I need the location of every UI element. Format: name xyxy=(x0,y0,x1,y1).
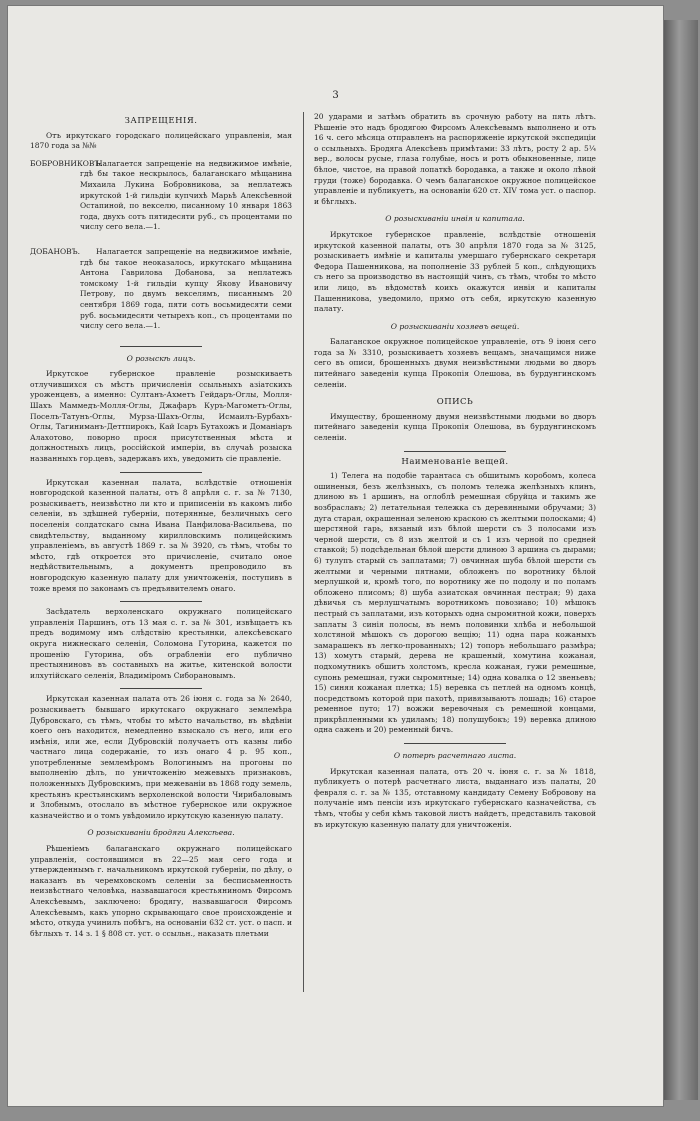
document-page xyxy=(8,6,663,1106)
entry-text: Налагается запрещеніе на недвижимое имѣніе, гдѣ бы такое нескрылось, балаганскаго мѣщанина Михаила Лукина Бобровникова, за неплатежъ иркутской 1-й гильдіи купчихѣ Марьѣ Алексѣевной Остапиной, по векселю, писанному 10 января 1863 года, двухъ сотъ пятидесяти руб., съ процентами по числу сего вела.—1. xyxy=(80,158,292,232)
divider xyxy=(404,743,506,744)
section-heading-estate: О розыскиваніи инвія и капитала. xyxy=(385,214,525,224)
entry-name: ДОБАНОВЪ. xyxy=(30,246,80,256)
prohibition-entry xyxy=(30,159,292,240)
divider xyxy=(120,601,202,602)
prohibitions-intro: Отъ иркутскаго городскаго полицейскаго управленія, мая 1870 года за №№ xyxy=(30,130,292,151)
left-column xyxy=(30,114,292,946)
paragraph: Имуществу, брошенному двумя неизвѣстными людьми во дворъ питейнаго заведенія купца Прокопія Олешова, въ бурдунгинскомъ селеніи. xyxy=(314,411,596,443)
paragraph: Иркутское губернское правленіе розыскиваетъ отлучившихся съ мѣстъ причисленія ссыльныхъ азіатскихъ уроженцевъ, а именно: Султанъ-Ахметъ Гейдаръ-Оглы, Молля-Шахъ Маммедъ-Молля-Оглы, Джафаръ Куръ-Магометъ-Оглы, Поселъ-Татунъ-Оглы, Мурза-Шахъ-Оглы, Исмаилъ-Бурбахъ-Оглы, Тагиниманъ-Деттпирокъ, Кай Ісаръ Бутахожъ и Доманіаръ Алахотово, поворно прося присутственныя мѣста и должностныхъ лицъ, россійской имперіи, въ случаѣ розыска названныхъ гор.цевъ, задержавъ ихъ, уведомить сіе правленіе. xyxy=(30,369,292,464)
paragraph: Иркутская казенная палата отъ 26 іюня с. года за № 2640, розыскиваетъ бывшаго иркутскаго окружнаго землемѣра Дубровскаго, съ тѣмъ, чтобы то мѣсто начальство, въ вѣдѣніи коего онъ находится, немедленно взыскало съ него, или его имѣнія, или же, если Дубровскій получаетъ отъ казны либо частнаго лица содержаніе, то изъ онаго 4 р. 95 коп., употребленные землемѣромъ Вологинымъ на прогоны по выполненію дѣлъ, по уничтоженію межевыхъ признаковъ, положенныхъ Дубровскимъ, при межеваніи въ 1868 году земель, крестьянъ крестьянскимъ верхоленской волости Чирибаловымъ и Злобнымъ, отослало въ мѣстное губернское или окружное казначейство и о томъ увѣдомило иркутскую казенную палату. xyxy=(30,694,292,820)
page-number: 3 xyxy=(332,90,339,101)
entry-name: БОБРОВНИКОВЪ. xyxy=(30,158,103,168)
section-heading-vagrant: О розыскиваніи бродяги Алексѣева. xyxy=(87,828,235,838)
divider xyxy=(120,688,202,689)
section-heading-items: Наименованіе вещей. xyxy=(401,456,509,467)
divider xyxy=(120,472,202,473)
entry-text: Налагается запрещеніе на недвижимое имѣніе, гдѣ бы такое неоказалось, иркутскаго мѣщанина Антона Гаврилова Добанова, за неплатежъ томскому 1-й гильдіи купцу Якову Ивановичу Петрову, по двумъ векселямъ, писаннымъ 20 сентября 1869 года, пяти сотъ восьмидесяти семи руб. восьмидесяти четырехъ коп., съ процентами по числу сего вела.—1. xyxy=(80,246,292,331)
divider xyxy=(404,451,506,452)
section-heading-lost-sheet: О потерѣ расчетнаго листа. xyxy=(393,751,517,761)
paragraph: Балаганское окружное полицейское управленіе, отъ 9 іюня сего года за № 3310, розыскиваетъ хозяевъ вещамъ, значащимся ниже сего въ описи, брошенныхъ двумя неизвѣстными людьми во дворъ питейнаго заведенія купца Прокопія Олешова, въ бурдунгинскомъ селеніи. xyxy=(314,337,596,389)
paragraph: Рѣшеніемъ балаганскаго окружнаго полицейскаго управленія, состоявшимся въ 22—25 мая сего года и утвержденнымъ г. начальникомъ иркутской губерніи, по дѣлу, о наказанъ въ черемховскомъ селеніи за бесписьменность неизвѣстнаго человѣка, назвавшагося крестьяниномъ Фирсомъ Алексѣевымъ, заключено: бродягу, назвавшагося Фирсомъ Алексѣевымъ, какъ упорно скрывающаго свое происхожденіе и мѣсто, откуда учинилъ побѣгъ, на основаніи 632 ст. уст. о пасп. и бѣглыхъ т. 14 з. 1 § 808 ст. уст. о ссыльн., наказать плетьми xyxy=(30,844,292,938)
right-column xyxy=(314,112,596,837)
paragraph: Иркутская казенная палата, вслѣдствіе отношенія новгородской казенной палаты, отъ 8 апрѣля с. г. за № 7130, розыскиваетъ, неизвѣстно ли кто и приписеніи въ какомъ либо селеніи, въ здѣшней губерніи, потерянные, безличныхъ сего поселенія солдатскаго сына Ивана Панфилова-Васильева, по свидѣтельству, выданному кирилловскимъ полицейскимъ управленіемъ, въ августѣ 1869 г. за № 3920, съ тѣмъ, чтобы то мѣсто, гдѣ откроется это причисленіе, считало оное недѣйствительнымъ, а документъ препроводило въ новгородскую казенную палату для уничтоженія, поступивъ в тоже время по законамъ съ предъявителемъ онаго. xyxy=(30,477,292,593)
divider xyxy=(120,346,202,347)
paragraph: Иркутское губернское правленіе, вслѣдствіе отношенія иркутской казенной палаты, отъ 30 апрѣля 1870 года за № 3125, розыскиваетъ имѣніе и капиталы умершаго губернскаго секретаря Федора Пашенникова, на пополненіе 33 рублей 5 коп., слѣдующихъ съ него за производство въ настоящій чинъ, съ тѣмъ, чтобы то мѣсто или лицо, въ вѣдомствѣ коихъ окажутся инвія и капиталы Пашенникова, уведомило, прямо отъ себя, иркутскую казенную палату. xyxy=(314,229,596,314)
section-heading-prohibitions: ЗАПРЕЩЕНІЯ. xyxy=(124,116,198,126)
section-heading-owners: О розыскиваніи хозяевъ вещей. xyxy=(390,321,520,331)
column-divider xyxy=(303,112,304,992)
items-list: 1) Телега на подобіе тарантаса съ обшитымъ коробомъ, колеса ошиненыя, безъ желѣзныхъ, съ поломъ тележа желѣзныхъ клинъ, длиною въ 1 аршинъ, на оглоблѣ ремешная сбруйца и такимъ же возбраславъ; 2) летательная тележка съ деревянными обручами; 3) дуга старая, окрашенная зеленою краскою съ желтыми полосками; 4) шерстяной гарь, вязаный изъ бѣлой шерсти съ 3 полосами изъ черной шерсти, съ 8 изъ желтой и съ 1 изъ черной по средней ставкой; 5) подсѣдельная бѣлой шерсти длиною 3 аршина съ дырами; 6) тулупъ старый съ заплатами; 7) овчинная шуба бѣлой шерсти съ желтыми и черными пятнами, обложенъ по воротнику бѣлой мерлушкой и, кромѣ того, по воротнику же по подолу и по поламъ обложено плисомъ; 8) шуба азиатская овчинная пестрая; 9) даха дѣвичья съ мерлушчатымъ воротникомъ повозиаво; 10) мѣшокъ пестрый съ заплатами, изъ которыхъ одна сыромятной кожи, поверхъ заплаты 3 синія полосы, въ немъ половинки хлѣба и небольшой холстяной мѣшокъ съ дорогою вещію; 11) одна пара кожаныхъ замарашекъ въ легко-прованныхъ; 12) топоръ небольшаго размѣра; 13) хомутъ старый, дерева не крашеный, хомутина кожаная, подхомутникъ обшитъ холстомъ, кресла кожаная, гужи ремешные, супонь ремешная, гужи сыромятные; 14) одна ковалка о 12 звеньевъ; 15) синяя кожаная плетка; 15) веревка съ петлей на одномъ концѣ, посредствомъ которой при пахотѣ, привязываютъ лошадь; 16) старое ременное путо; 17) вожжи веревочныя съ ремешной концами, прикрѣпленными къ удиламъ; 18) полушубокъ; 19) веревка длиною одна сажень и 20) ременный бичъ. xyxy=(314,471,596,735)
paragraph: Иркутская казенная палата, отъ 20 ч. іюня с. г. за № 1818, публикуетъ о потерѣ расчетнаго листа, выданнаго изъ палаты, 20 февраля с. г. за № 135, отставному кандидату Семену Бобровову на получаніе имъ пенсіи изъ иркутскаго губернскаго казначейства, съ тѣмъ, чтобы у себя кѣмъ таковой листъ найдетъ, представилъ таковой въ иркутскую казенную палату для уничтоженія. xyxy=(314,766,596,829)
paragraph: Засѣдатель верхоленскаго окружнаго полицейскаго управленія Паршинъ, отъ 13 мая с. г. за № 301, извѣщаетъ къ предъ водимому имъ слѣдствію крестьянки, алексѣевскаго округа нижнескаго селенія, Соломона Гуторина, кажется по прошенію Гуторина, объ ограбленіи его публично престыяниновъ въ составныхъ на житье, китенской волости илхутійскаго селенія, Владиміромъ Сиборановымъ. xyxy=(30,607,292,680)
prohibition-entry xyxy=(30,247,292,339)
paragraph: 20 ударами и затѣмъ обратить въ срочную работу на пять лѣтъ. Рѣшеніе это надъ бродягою Фирсомъ Алексѣевымъ выполнено и отъ 16 ч. сего мѣсяца отправленъ на распоряженіе иркутской экспедиціи о ссыльныхъ. Бродяга Алексѣевъ примѣтами: 33 лѣтъ, росту 2 ар. 5¼ вер., волосы русые, глаза голубые, носъ и ротъ обыкновенные, лице бѣлое, чистое, на правой лопаткѣ бородавка, а также и около лѣвой груди (тоже) бородавка. О чемъ балаганское окружное полицейское управленіе и публикуетъ, на основаніи 620 ст. XIV тома уст. о паспор. и бѣглыхъ. xyxy=(314,112,596,206)
section-heading-inventory: ОПИСЬ xyxy=(436,397,474,408)
book-edge xyxy=(664,20,698,1100)
section-heading-persons: О розыскѣ лицъ. xyxy=(126,353,196,363)
